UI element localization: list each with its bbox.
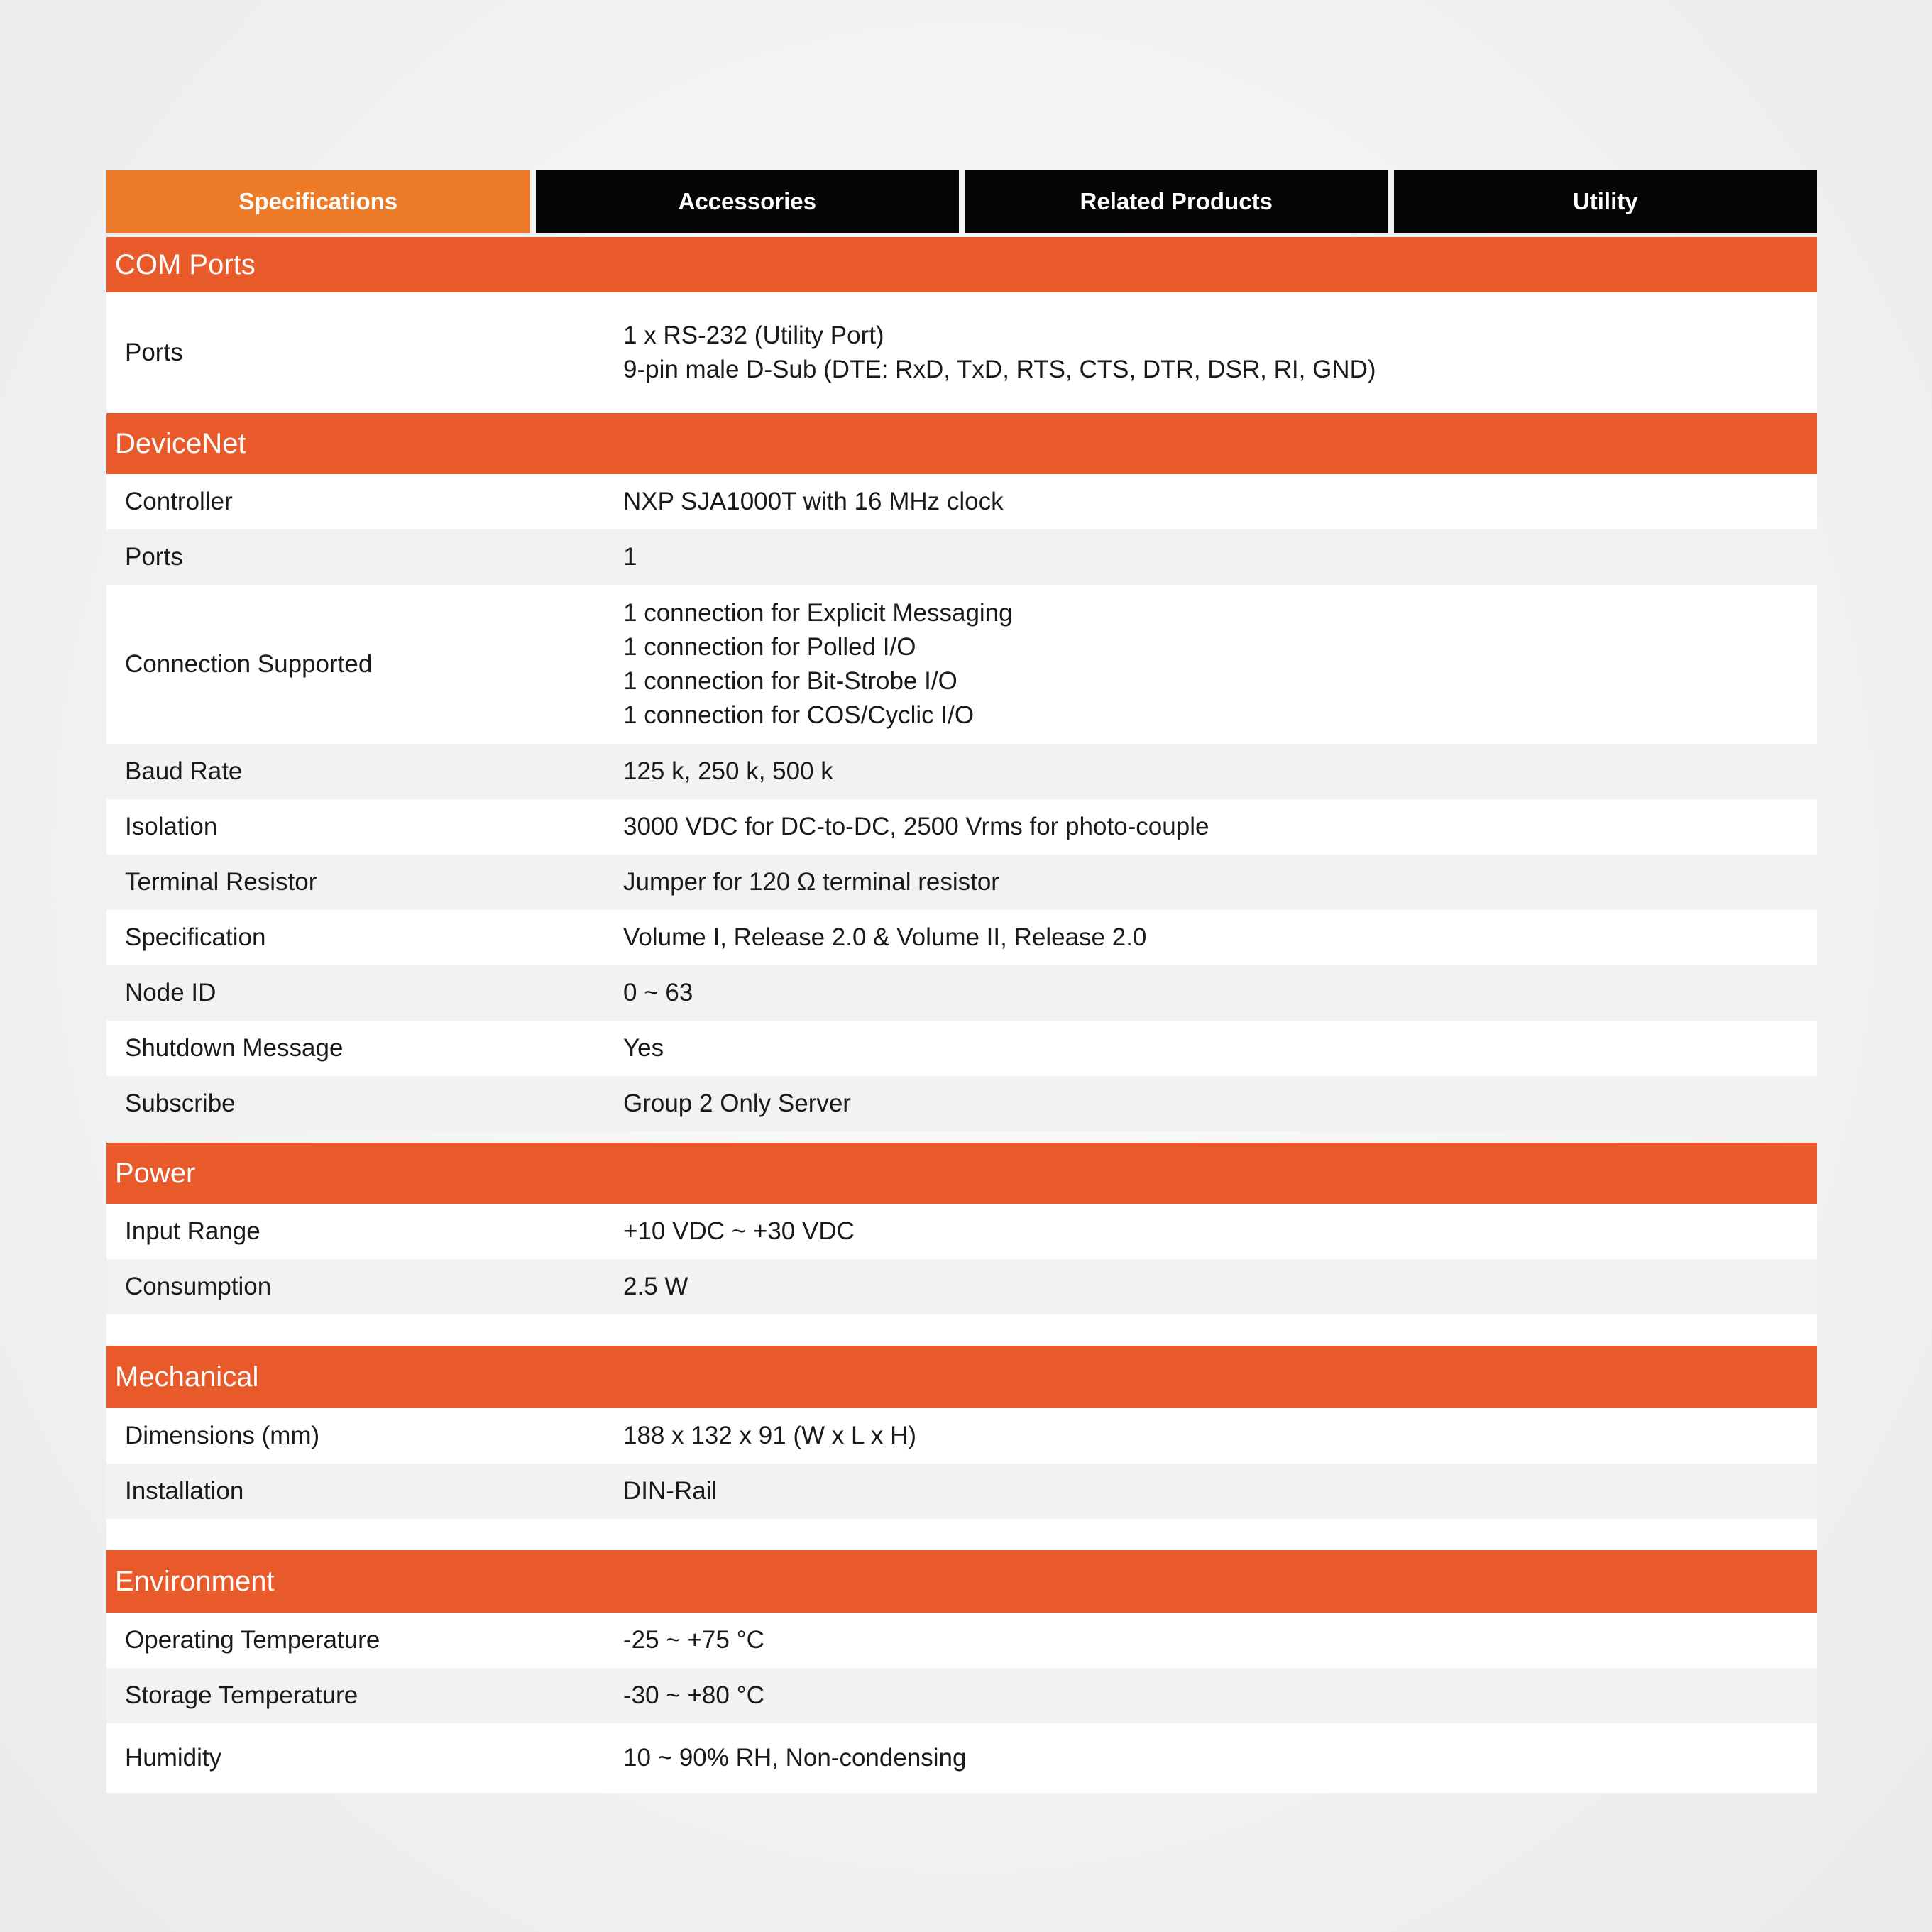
tab-related-products[interactable]: Related Products [965, 170, 1388, 233]
spec-label: Storage Temperature [125, 1681, 358, 1709]
spec-label: Operating Temperature [125, 1626, 380, 1654]
spec-row [106, 799, 1817, 855]
tab-utility[interactable]: Utility [1394, 170, 1818, 233]
spec-row [106, 744, 1817, 799]
spec-value-line: 1 connection for COS/Cyclic I/O [623, 701, 975, 729]
tab-specifications[interactable]: Specifications [106, 170, 530, 233]
spec-label: Humidity [125, 1744, 222, 1772]
spec-value: 10 ~ 90% RH, Non-condensing [623, 1744, 967, 1772]
spec-value: Jumper for 120 Ω terminal resistor [623, 868, 999, 896]
spec-value [623, 586, 1817, 743]
spec-label: Specification [125, 923, 266, 951]
spec-row [106, 529, 1817, 585]
spec-value-line: 1 connection for Explicit Messaging [623, 599, 1013, 627]
spec-value: 0 ~ 63 [623, 979, 693, 1006]
spec-row [106, 1259, 1817, 1314]
spec-row [106, 1668, 1817, 1723]
section-devicenet [106, 413, 1817, 1131]
spec-label: Input Range [125, 1217, 260, 1245]
spec-value-line: 9-pin male D-Sub (DTE: RxD, TxD, RTS, CTS, DTR, DSR, RI, GND) [623, 356, 1376, 383]
spec-value [623, 308, 1817, 397]
spec-value: 2.5 W [623, 1273, 688, 1300]
spec-value-line: 1 connection for Bit-Strobe I/O [623, 667, 957, 695]
spec-value: Volume I, Release 2.0 & Volume II, Release 2.0 [623, 923, 1147, 951]
spec-value: 188 x 132 x 91 (W x L x H) [623, 1422, 917, 1449]
spec-label: Shutdown Message [125, 1034, 344, 1062]
spec-value: NXP SJA1000T with 16 MHz clock [623, 488, 1004, 515]
spec-row [106, 1613, 1817, 1668]
spec-label: Connection Supported [125, 650, 373, 678]
spec-row [106, 1204, 1817, 1259]
spec-row [106, 965, 1817, 1021]
spec-label: Dimensions (mm) [125, 1422, 320, 1449]
spec-panel [106, 170, 1817, 1793]
spec-label: Ports [125, 339, 183, 366]
tab-accessories[interactable]: Accessories [536, 170, 960, 233]
spec-label: Subscribe [125, 1090, 236, 1117]
spec-label: Node ID [125, 979, 216, 1006]
section-power [106, 1143, 1817, 1346]
section-title-mechanical: Mechanical [106, 1346, 1817, 1408]
spec-row [106, 1723, 1817, 1793]
spec-label: Controller [125, 488, 233, 515]
spec-label: Ports [125, 543, 183, 571]
spec-label: Terminal Resistor [125, 868, 317, 896]
spec-value-line: 1 connection for Polled I/O [623, 633, 916, 661]
spec-row [106, 910, 1817, 965]
section-spacer [106, 1314, 1817, 1346]
spec-row [106, 1408, 1817, 1464]
spec-value: +10 VDC ~ +30 VDC [623, 1217, 855, 1245]
spec-value: 125 k, 250 k, 500 k [623, 757, 833, 785]
spec-label: Baud Rate [125, 757, 243, 785]
spec-label: Installation [125, 1477, 244, 1505]
section-environment [106, 1550, 1817, 1793]
spec-row [106, 1076, 1817, 1131]
section-title-power: Power [106, 1143, 1817, 1204]
spec-value-line: 1 x RS-232 (Utility Port) [623, 322, 884, 349]
section-mechanical [106, 1346, 1817, 1550]
spec-value: -25 ~ +75 °C [623, 1626, 764, 1654]
spec-row [106, 474, 1817, 529]
section-spacer [106, 1519, 1817, 1550]
section-title-devicenet: DeviceNet [106, 413, 1817, 474]
spec-row [106, 292, 1817, 413]
spec-row [106, 585, 1817, 744]
spec-label: Consumption [125, 1273, 272, 1300]
section-title-com-ports: COM Ports [106, 237, 1817, 292]
spec-value: -30 ~ +80 °C [623, 1681, 764, 1709]
spec-row [106, 855, 1817, 910]
spec-value: 1 [623, 543, 637, 571]
spec-value: 3000 VDC for DC-to-DC, 2500 Vrms for photo-couple [623, 813, 1209, 840]
section-title-environment: Environment [106, 1550, 1817, 1613]
spec-value: Yes [623, 1034, 664, 1062]
spec-value: Group 2 Only Server [623, 1090, 851, 1117]
spec-row [106, 1464, 1817, 1519]
spec-label: Isolation [125, 813, 218, 840]
spec-value: DIN-Rail [623, 1477, 718, 1505]
section-com-ports [106, 237, 1817, 413]
spec-row [106, 1021, 1817, 1076]
tab-bar [106, 170, 1817, 233]
